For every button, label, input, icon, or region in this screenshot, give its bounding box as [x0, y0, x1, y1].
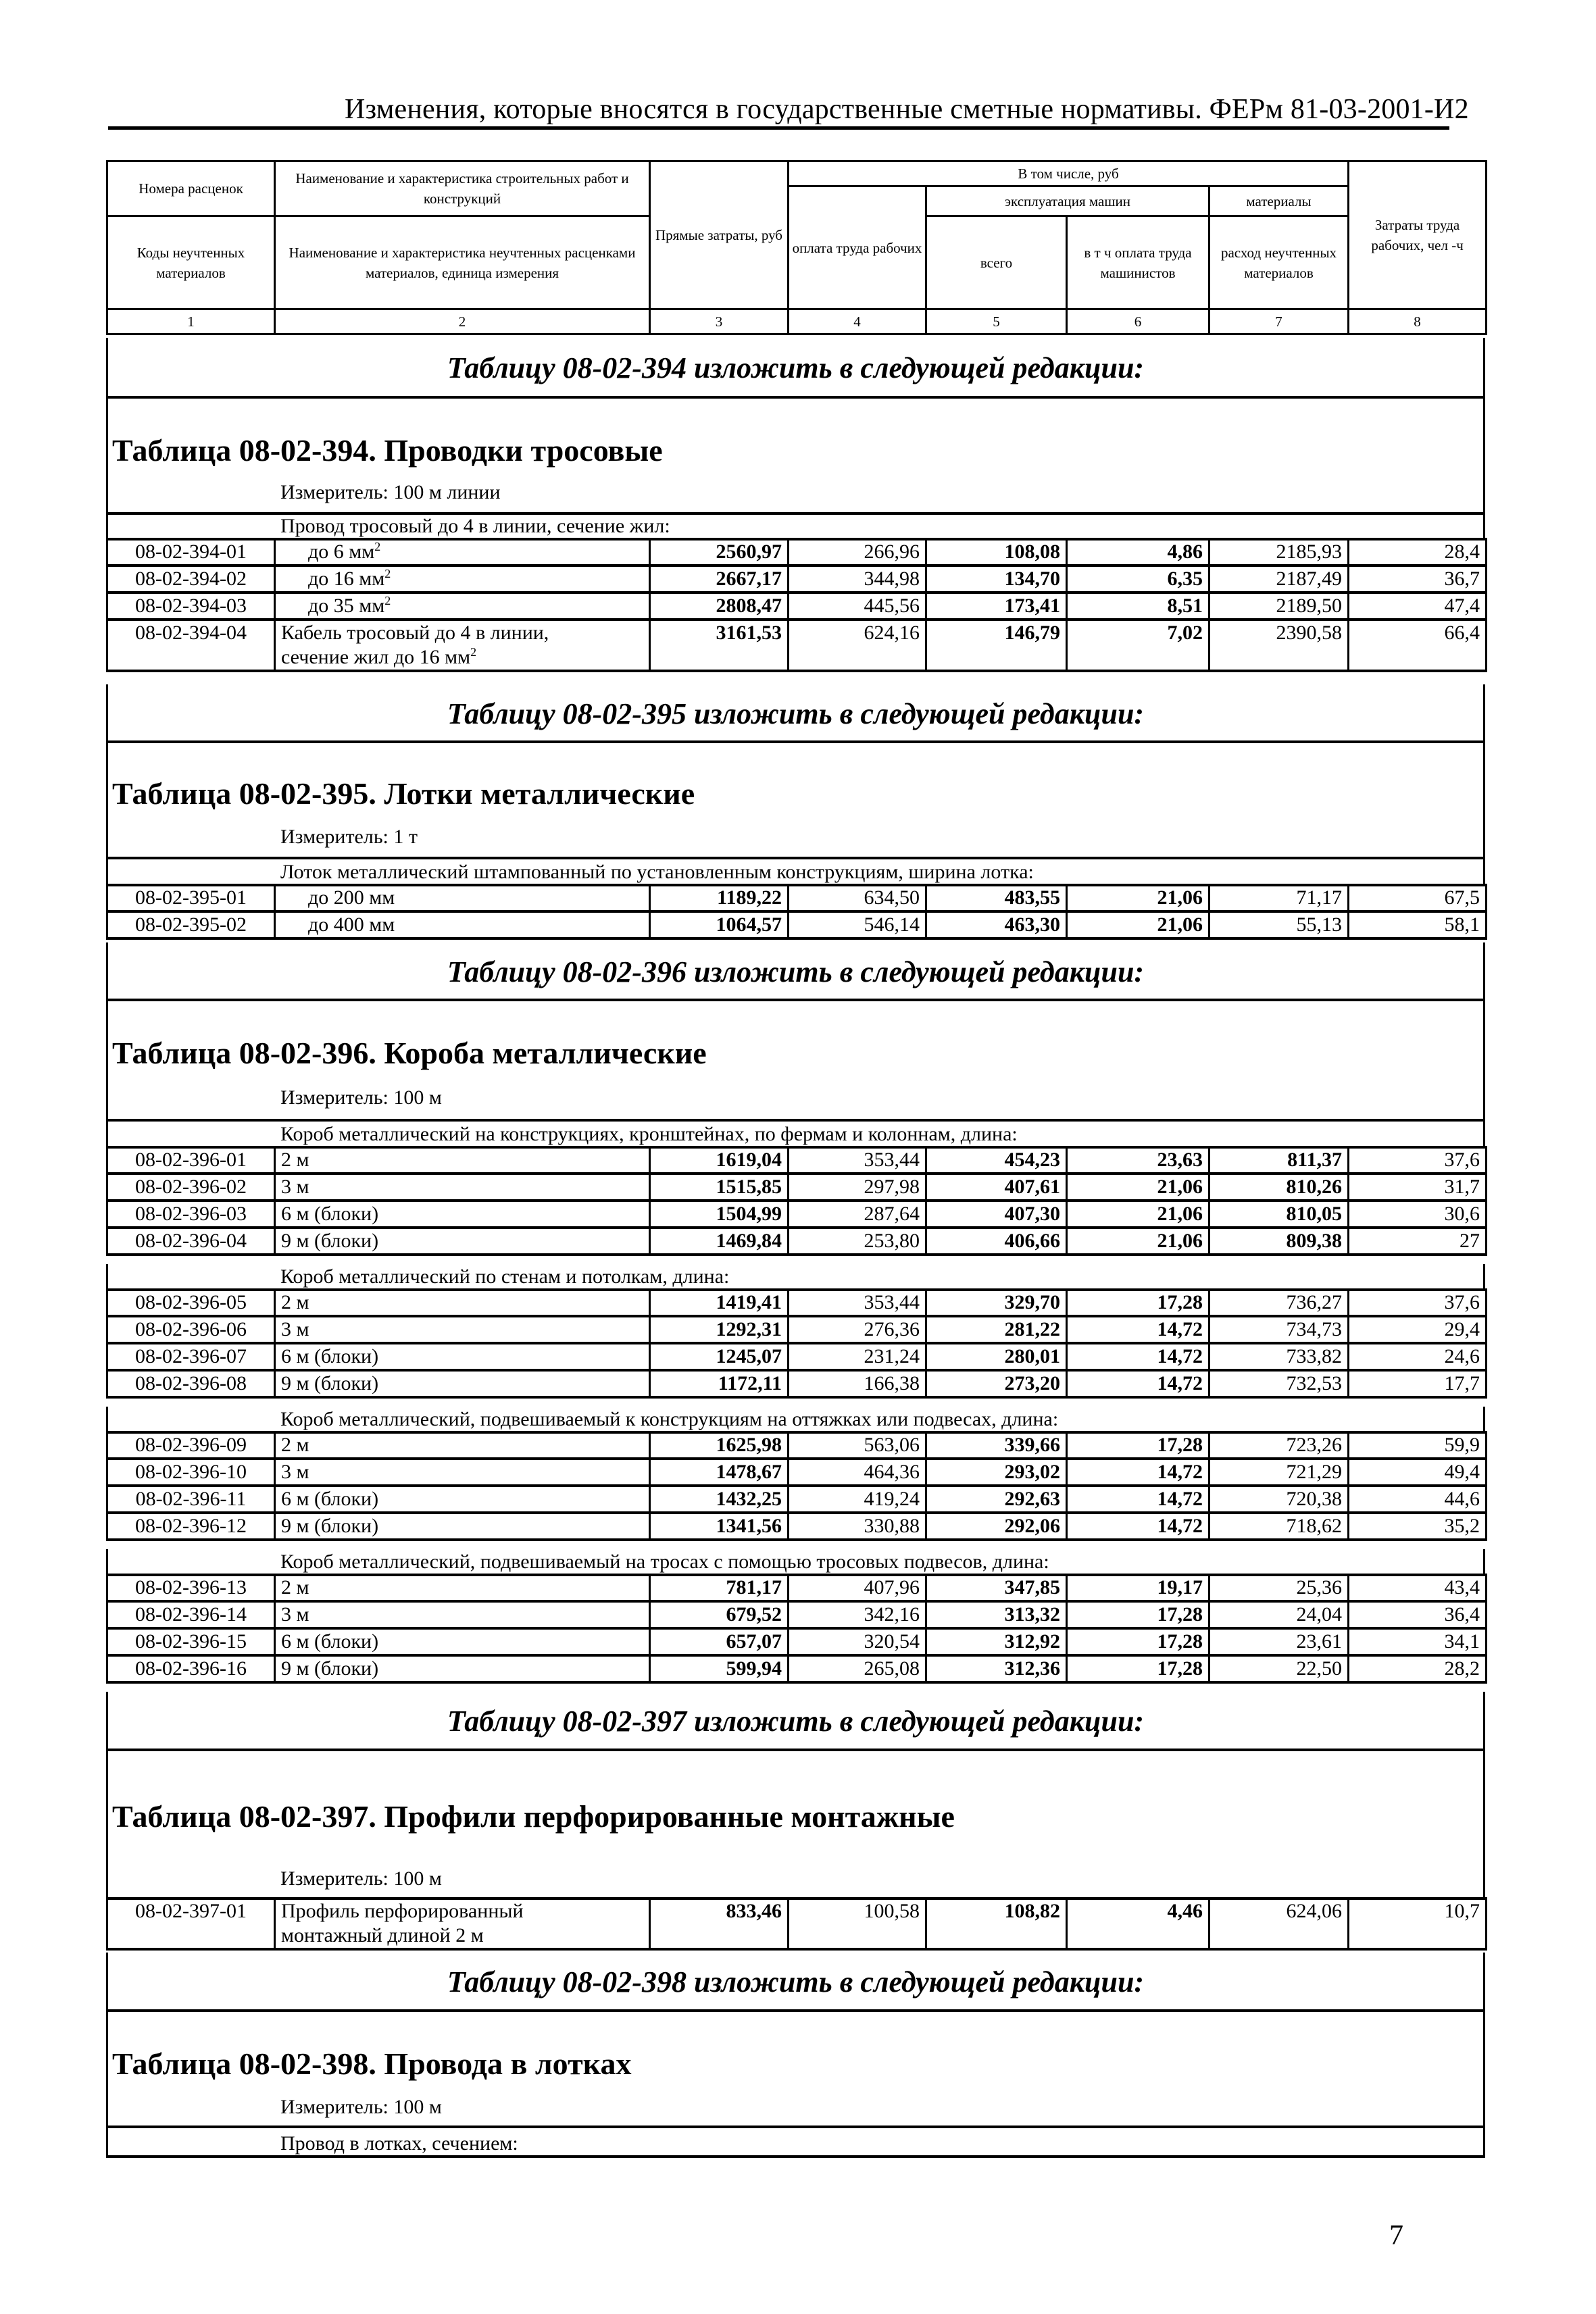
meter-396: Измеритель: 100 м	[280, 1086, 442, 1109]
labor-cost: 266,96	[789, 539, 926, 566]
row-code: 08-02-394-04	[107, 620, 275, 671]
machine-cost: 339,66	[926, 1432, 1067, 1459]
row-code: 08-02-394-01	[107, 539, 275, 566]
subheading-396-a	[106, 1122, 1485, 1149]
direct-cost: 1189,22	[650, 885, 789, 912]
machinist-labor-cost: 17,28	[1067, 1601, 1210, 1628]
row-code: 08-02-396-11	[107, 1486, 275, 1513]
section-title-band-398	[106, 2012, 1485, 2128]
instruction-398: Таблицу 08-02-398 изложить в следующей редакции:	[106, 1953, 1485, 2012]
meter-398: Измеритель: 100 м	[280, 2096, 442, 2118]
section-title-band-394	[106, 399, 1485, 515]
materials-cost: 734,73	[1210, 1316, 1349, 1343]
materials-group-header: материалы	[1210, 186, 1349, 216]
direct-cost: 2808,47	[650, 593, 789, 620]
rows-397	[106, 1897, 1487, 1951]
row-name: Кабель тросовый до 4 в линии, сечение жил до 16 $мм^2$	[275, 620, 650, 671]
table-row	[107, 911, 1487, 938]
subheading-394	[106, 515, 1485, 540]
machinist-labor-cost: 6,35	[1067, 565, 1210, 593]
col2-top-header: Наименование и характеристика строительных работ и конструкций	[275, 161, 650, 216]
row-code: 08-02-397-01	[107, 1898, 275, 1950]
row-code: 08-02-396-12	[107, 1513, 275, 1540]
col3-header: Прямые затраты, руб	[650, 161, 789, 309]
direct-cost: 679,52	[650, 1601, 789, 1628]
table-row	[107, 885, 1487, 912]
row-code: 08-02-396-03	[107, 1201, 275, 1228]
materials-cost: 811,37	[1210, 1147, 1349, 1174]
row-code: 08-02-396-04	[107, 1228, 275, 1255]
machinist-labor-cost: 4,46	[1067, 1898, 1210, 1950]
machine-cost: 312,36	[926, 1655, 1067, 1682]
row-name: 2 м	[275, 1290, 650, 1317]
meter-397: Измеритель: 100 м	[280, 1867, 442, 1890]
direct-cost: 1245,07	[650, 1343, 789, 1370]
subheading-395	[106, 859, 1485, 886]
page-number: 7	[1389, 2220, 1403, 2251]
row-code: 08-02-396-06	[107, 1316, 275, 1343]
row-code: 08-02-396-01	[107, 1147, 275, 1174]
table-row	[107, 1898, 1487, 1950]
materials-cost: 2187,49	[1210, 565, 1349, 593]
col-number: 2	[275, 309, 650, 334]
materials-cost: 71,17	[1210, 885, 1349, 912]
machines-group-header: эксплуатация машин	[926, 186, 1210, 216]
table-row	[107, 1290, 1487, 1317]
table-row	[107, 539, 1487, 566]
row-code: 08-02-396-15	[107, 1628, 275, 1655]
row-name: Профиль перфорированный монтажный длиной 2 м	[275, 1898, 650, 1950]
col7-header: расход неучтенных материалов	[1210, 216, 1349, 309]
row-name: 3 м	[275, 1174, 650, 1201]
subheading-text: Короб металлический на конструкциях, кронштейнах, по фермам и колоннам, длина:	[280, 1123, 1018, 1145]
machinist-labor-cost: 14,72	[1067, 1486, 1210, 1513]
subheading-text: Лоток металлический штампованный по установленным конструкциям, ширина лотка:	[280, 861, 1034, 883]
labor-hours: 58,1	[1349, 911, 1487, 938]
meter-394: Измеритель: 100 м линии	[280, 481, 501, 503]
direct-cost: 833,46	[650, 1898, 789, 1950]
machinist-labor-cost: 14,72	[1067, 1459, 1210, 1486]
labor-hours: 59,9	[1349, 1432, 1487, 1459]
row-name: 3 м	[275, 1601, 650, 1628]
labor-hours: 43,4	[1349, 1575, 1487, 1602]
machinist-labor-cost: 17,28	[1067, 1628, 1210, 1655]
direct-cost: 3161,53	[650, 620, 789, 671]
row-code: 08-02-396-09	[107, 1432, 275, 1459]
breakdown-group-header: В том числе, руб	[789, 161, 1349, 186]
machinist-labor-cost: 21,06	[1067, 1201, 1210, 1228]
labor-hours: 27	[1349, 1228, 1487, 1255]
labor-cost: 231,24	[789, 1343, 926, 1370]
machinist-labor-cost: 8,51	[1067, 593, 1210, 620]
table-row	[107, 1432, 1487, 1459]
table-row	[107, 1316, 1487, 1343]
row-name: 9 м (блоки)	[275, 1370, 650, 1397]
materials-cost: 810,05	[1210, 1201, 1349, 1228]
labor-hours: 28,2	[1349, 1655, 1487, 1682]
subheading-text: Провод в лотках, сечением:	[280, 2132, 518, 2155]
materials-cost: 732,53	[1210, 1370, 1349, 1397]
labor-hours: 36,4	[1349, 1601, 1487, 1628]
direct-cost: 2667,17	[650, 565, 789, 593]
col-number: 6	[1067, 309, 1210, 334]
row-name: 2 м	[275, 1432, 650, 1459]
section-title-band-396	[106, 1001, 1485, 1122]
row-code: 08-02-396-08	[107, 1370, 275, 1397]
row-name: 3 м	[275, 1316, 650, 1343]
machine-cost: 280,01	[926, 1343, 1067, 1370]
direct-cost: 1432,25	[650, 1486, 789, 1513]
materials-cost: 2390,58	[1210, 620, 1349, 671]
header-rule	[108, 126, 1449, 130]
table-row	[107, 1513, 1487, 1540]
table-row	[107, 593, 1487, 620]
labor-cost: 100,58	[789, 1898, 926, 1950]
row-name: 9 м (блоки)	[275, 1655, 650, 1682]
machine-cost: 273,20	[926, 1370, 1067, 1397]
instruction-396: Таблицу 08-02-396 изложить в следующей редакции:	[106, 942, 1485, 1001]
table-row	[107, 1147, 1487, 1174]
labor-hours: 66,4	[1349, 620, 1487, 671]
col2-bottom-header: Наименование и характеристика неучтенных расценками материалов, единица измерения	[275, 216, 650, 309]
labor-cost: 464,36	[789, 1459, 926, 1486]
labor-hours: 29,4	[1349, 1316, 1487, 1343]
labor-hours: 28,4	[1349, 539, 1487, 566]
machine-cost: 146,79	[926, 620, 1067, 671]
machinist-labor-cost: 17,28	[1067, 1655, 1210, 1682]
row-code: 08-02-395-01	[107, 885, 275, 912]
direct-cost: 1504,99	[650, 1201, 789, 1228]
row-name: 2 м	[275, 1575, 650, 1602]
labor-hours: 44,6	[1349, 1486, 1487, 1513]
table-row	[107, 1174, 1487, 1201]
rows-396-d	[106, 1574, 1487, 1684]
materials-cost: 24,04	[1210, 1601, 1349, 1628]
rows-396-a	[106, 1146, 1487, 1256]
labor-cost: 320,54	[789, 1628, 926, 1655]
row-name: до 35 $мм^2$	[275, 593, 650, 620]
col1-top-header: Номера расценок	[107, 161, 275, 216]
table-title-396: Таблица 08-02-396. Короба металлические	[112, 1036, 707, 1070]
col-number: 3	[650, 309, 789, 334]
table-row	[107, 1655, 1487, 1682]
table-row	[107, 1486, 1487, 1513]
materials-cost: 22,50	[1210, 1655, 1349, 1682]
direct-cost: 599,94	[650, 1655, 789, 1682]
col6-header: в т ч оплата труда машинистов	[1067, 216, 1210, 309]
rows-394	[106, 538, 1487, 672]
materials-cost: 23,61	[1210, 1628, 1349, 1655]
labor-cost: 353,44	[789, 1147, 926, 1174]
labor-hours: 31,7	[1349, 1174, 1487, 1201]
subheading-text: Короб металлический, подвешиваемый к конструкциям на оттяжках или подвесах, длина:	[280, 1408, 1059, 1430]
materials-cost: 624,06	[1210, 1898, 1349, 1950]
labor-cost: 353,44	[789, 1290, 926, 1317]
section-title-band-395	[106, 743, 1485, 859]
row-code: 08-02-396-07	[107, 1343, 275, 1370]
machine-cost: 108,08	[926, 539, 1067, 566]
machinist-labor-cost: 4,86	[1067, 539, 1210, 566]
labor-hours: 35,2	[1349, 1513, 1487, 1540]
machine-cost: 108,82	[926, 1898, 1067, 1950]
direct-cost: 1064,57	[650, 911, 789, 938]
table-row	[107, 565, 1487, 593]
machinist-labor-cost: 21,06	[1067, 1228, 1210, 1255]
direct-cost: 781,17	[650, 1575, 789, 1602]
labor-hours: 37,6	[1349, 1290, 1487, 1317]
col1-bottom-header: Коды неучтенных материалов	[107, 216, 275, 309]
direct-cost: 657,07	[650, 1628, 789, 1655]
instruction-394: Таблицу 08-02-394 изложить в следующей редакции:	[106, 338, 1485, 399]
row-name: до 200 мм	[275, 885, 650, 912]
labor-cost: 265,08	[789, 1655, 926, 1682]
labor-hours: 36,7	[1349, 565, 1487, 593]
col-number: 8	[1349, 309, 1487, 334]
materials-cost: 720,38	[1210, 1486, 1349, 1513]
machinist-labor-cost: 14,72	[1067, 1316, 1210, 1343]
machine-cost: 407,61	[926, 1174, 1067, 1201]
row-name: 6 м (блоки)	[275, 1628, 650, 1655]
table-row	[107, 1370, 1487, 1397]
row-name: 9 м (блоки)	[275, 1228, 650, 1255]
materials-cost: 723,26	[1210, 1432, 1349, 1459]
machinist-labor-cost: 17,28	[1067, 1290, 1210, 1317]
machine-cost: 313,32	[926, 1601, 1067, 1628]
materials-cost: 2189,50	[1210, 593, 1349, 620]
labor-cost: 287,64	[789, 1201, 926, 1228]
machinist-labor-cost: 14,72	[1067, 1370, 1210, 1397]
labor-hours: 17,7	[1349, 1370, 1487, 1397]
direct-cost: 1469,84	[650, 1228, 789, 1255]
row-code: 08-02-396-10	[107, 1459, 275, 1486]
machine-cost: 281,22	[926, 1316, 1067, 1343]
labor-hours: 49,4	[1349, 1459, 1487, 1486]
machine-cost: 292,06	[926, 1513, 1067, 1540]
page-header: Изменения, которые вносятся в государственные сметные нормативы. ФЕРм 81-03-2001-И2	[345, 94, 1469, 125]
rows-395	[106, 884, 1487, 940]
labor-hours: 24,6	[1349, 1343, 1487, 1370]
subheading-398	[106, 2128, 1485, 2158]
table-title-398: Таблица 08-02-398. Провода в лотках	[112, 2046, 632, 2081]
machine-cost: 292,63	[926, 1486, 1067, 1513]
row-code: 08-02-394-03	[107, 593, 275, 620]
row-name: 2 м	[275, 1147, 650, 1174]
direct-cost: 1419,41	[650, 1290, 789, 1317]
rows-396-b	[106, 1288, 1487, 1399]
machine-cost: 407,30	[926, 1201, 1067, 1228]
machine-cost: 454,23	[926, 1147, 1067, 1174]
direct-cost: 1478,67	[650, 1459, 789, 1486]
labor-cost: 445,56	[789, 593, 926, 620]
col-number: 5	[926, 309, 1067, 334]
section-title-band-397	[106, 1751, 1485, 1900]
row-name: до 400 мм	[275, 911, 650, 938]
machinist-labor-cost: 21,06	[1067, 885, 1210, 912]
machinist-labor-cost: 21,06	[1067, 1174, 1210, 1201]
machinist-labor-cost: 7,02	[1067, 620, 1210, 671]
subheading-text: Короб металлический, подвешиваемый на тросах с помощью тросовых подвесов, длина:	[280, 1551, 1049, 1573]
labor-cost: 419,24	[789, 1486, 926, 1513]
table-title-394: Таблица 08-02-394. Проводки тросовые	[112, 433, 663, 468]
labor-cost: 253,80	[789, 1228, 926, 1255]
col8-header: Затраты труда рабочих, чел -ч	[1349, 161, 1487, 309]
labor-hours: 30,6	[1349, 1201, 1487, 1228]
direct-cost: 1619,04	[650, 1147, 789, 1174]
table-row	[107, 1201, 1487, 1228]
machine-cost: 406,66	[926, 1228, 1067, 1255]
row-code: 08-02-395-02	[107, 911, 275, 938]
labor-cost: 407,96	[789, 1575, 926, 1602]
table-row	[107, 1628, 1487, 1655]
table-row	[107, 1459, 1487, 1486]
labor-cost: 330,88	[789, 1513, 926, 1540]
subheading-396-c	[106, 1407, 1485, 1434]
row-name: 6 м (блоки)	[275, 1201, 650, 1228]
machine-cost: 293,02	[926, 1459, 1067, 1486]
row-name: до 16 $мм^2$	[275, 565, 650, 593]
labor-hours: 47,4	[1349, 593, 1487, 620]
subheading-396-d	[106, 1549, 1485, 1576]
direct-cost: 1341,56	[650, 1513, 789, 1540]
labor-cost: 276,36	[789, 1316, 926, 1343]
row-code: 08-02-396-14	[107, 1601, 275, 1628]
table-row	[107, 1228, 1487, 1255]
row-name: до 6 $мм^2$	[275, 539, 650, 566]
machinist-labor-cost: 21,06	[1067, 911, 1210, 938]
row-code: 08-02-394-02	[107, 565, 275, 593]
row-name: 3 м	[275, 1459, 650, 1486]
col-number: 7	[1210, 309, 1349, 334]
labor-hours: 10,7	[1349, 1898, 1487, 1950]
labor-cost: 344,98	[789, 565, 926, 593]
direct-cost: 1292,31	[650, 1316, 789, 1343]
machine-cost: 312,92	[926, 1628, 1067, 1655]
labor-cost: 563,06	[789, 1432, 926, 1459]
materials-cost: 733,82	[1210, 1343, 1349, 1370]
labor-hours: 34,1	[1349, 1628, 1487, 1655]
materials-cost: 721,29	[1210, 1459, 1349, 1486]
materials-cost: 718,62	[1210, 1513, 1349, 1540]
machinist-labor-cost: 23,63	[1067, 1147, 1210, 1174]
col-number: 1	[107, 309, 275, 334]
subheading-text: Короб металлический по стенам и потолкам, длина:	[280, 1265, 730, 1288]
machine-cost: 173,41	[926, 593, 1067, 620]
labor-cost: 634,50	[789, 885, 926, 912]
materials-cost: 25,36	[1210, 1575, 1349, 1602]
table-row	[107, 1575, 1487, 1602]
subheading-396-b	[106, 1264, 1485, 1291]
labor-cost: 166,38	[789, 1370, 926, 1397]
machinist-labor-cost: 17,28	[1067, 1432, 1210, 1459]
col5-header: всего	[926, 216, 1067, 309]
row-name: 9 м (блоки)	[275, 1513, 650, 1540]
instruction-397: Таблицу 08-02-397 изложить в следующей редакции:	[106, 1692, 1485, 1751]
meter-395: Измеритель: 1 т	[280, 826, 418, 848]
machine-cost: 463,30	[926, 911, 1067, 938]
table-title-397: Таблица 08-02-397. Профили перфорированные монтажные	[112, 1799, 955, 1834]
machine-cost: 329,70	[926, 1290, 1067, 1317]
table-row	[107, 1601, 1487, 1628]
direct-cost: 1515,85	[650, 1174, 789, 1201]
col4-header: оплата труда рабочих	[789, 186, 926, 309]
instruction-395: Таблицу 08-02-395 изложить в следующей редакции:	[106, 684, 1485, 743]
machinist-labor-cost: 14,72	[1067, 1513, 1210, 1540]
column-header-table	[106, 160, 1487, 335]
rows-396-c	[106, 1431, 1487, 1541]
direct-cost: 2560,97	[650, 539, 789, 566]
table-row	[107, 620, 1487, 671]
row-name: 6 м (блоки)	[275, 1343, 650, 1370]
machine-cost: 134,70	[926, 565, 1067, 593]
row-code: 08-02-396-05	[107, 1290, 275, 1317]
direct-cost: 1172,11	[650, 1370, 789, 1397]
row-code: 08-02-396-16	[107, 1655, 275, 1682]
direct-cost: 1625,98	[650, 1432, 789, 1459]
labor-cost: 546,14	[789, 911, 926, 938]
machine-cost: 483,55	[926, 885, 1067, 912]
labor-cost: 297,98	[789, 1174, 926, 1201]
row-name: 6 м (блоки)	[275, 1486, 650, 1513]
table-title-395: Таблица 08-02-395. Лотки металлические	[112, 776, 695, 811]
labor-hours: 37,6	[1349, 1147, 1487, 1174]
row-code: 08-02-396-02	[107, 1174, 275, 1201]
materials-cost: 809,38	[1210, 1228, 1349, 1255]
materials-cost: 736,27	[1210, 1290, 1349, 1317]
labor-cost: 342,16	[789, 1601, 926, 1628]
row-code: 08-02-396-13	[107, 1575, 275, 1602]
labor-cost: 624,16	[789, 620, 926, 671]
machine-cost: 347,85	[926, 1575, 1067, 1602]
col-number: 4	[789, 309, 926, 334]
materials-cost: 55,13	[1210, 911, 1349, 938]
materials-cost: 810,26	[1210, 1174, 1349, 1201]
subheading-text: Провод тросовый до 4 в линии, сечение жил:	[280, 515, 670, 537]
labor-hours: 67,5	[1349, 885, 1487, 912]
materials-cost: 2185,93	[1210, 539, 1349, 566]
machinist-labor-cost: 19,17	[1067, 1575, 1210, 1602]
machinist-labor-cost: 14,72	[1067, 1343, 1210, 1370]
table-row	[107, 1343, 1487, 1370]
